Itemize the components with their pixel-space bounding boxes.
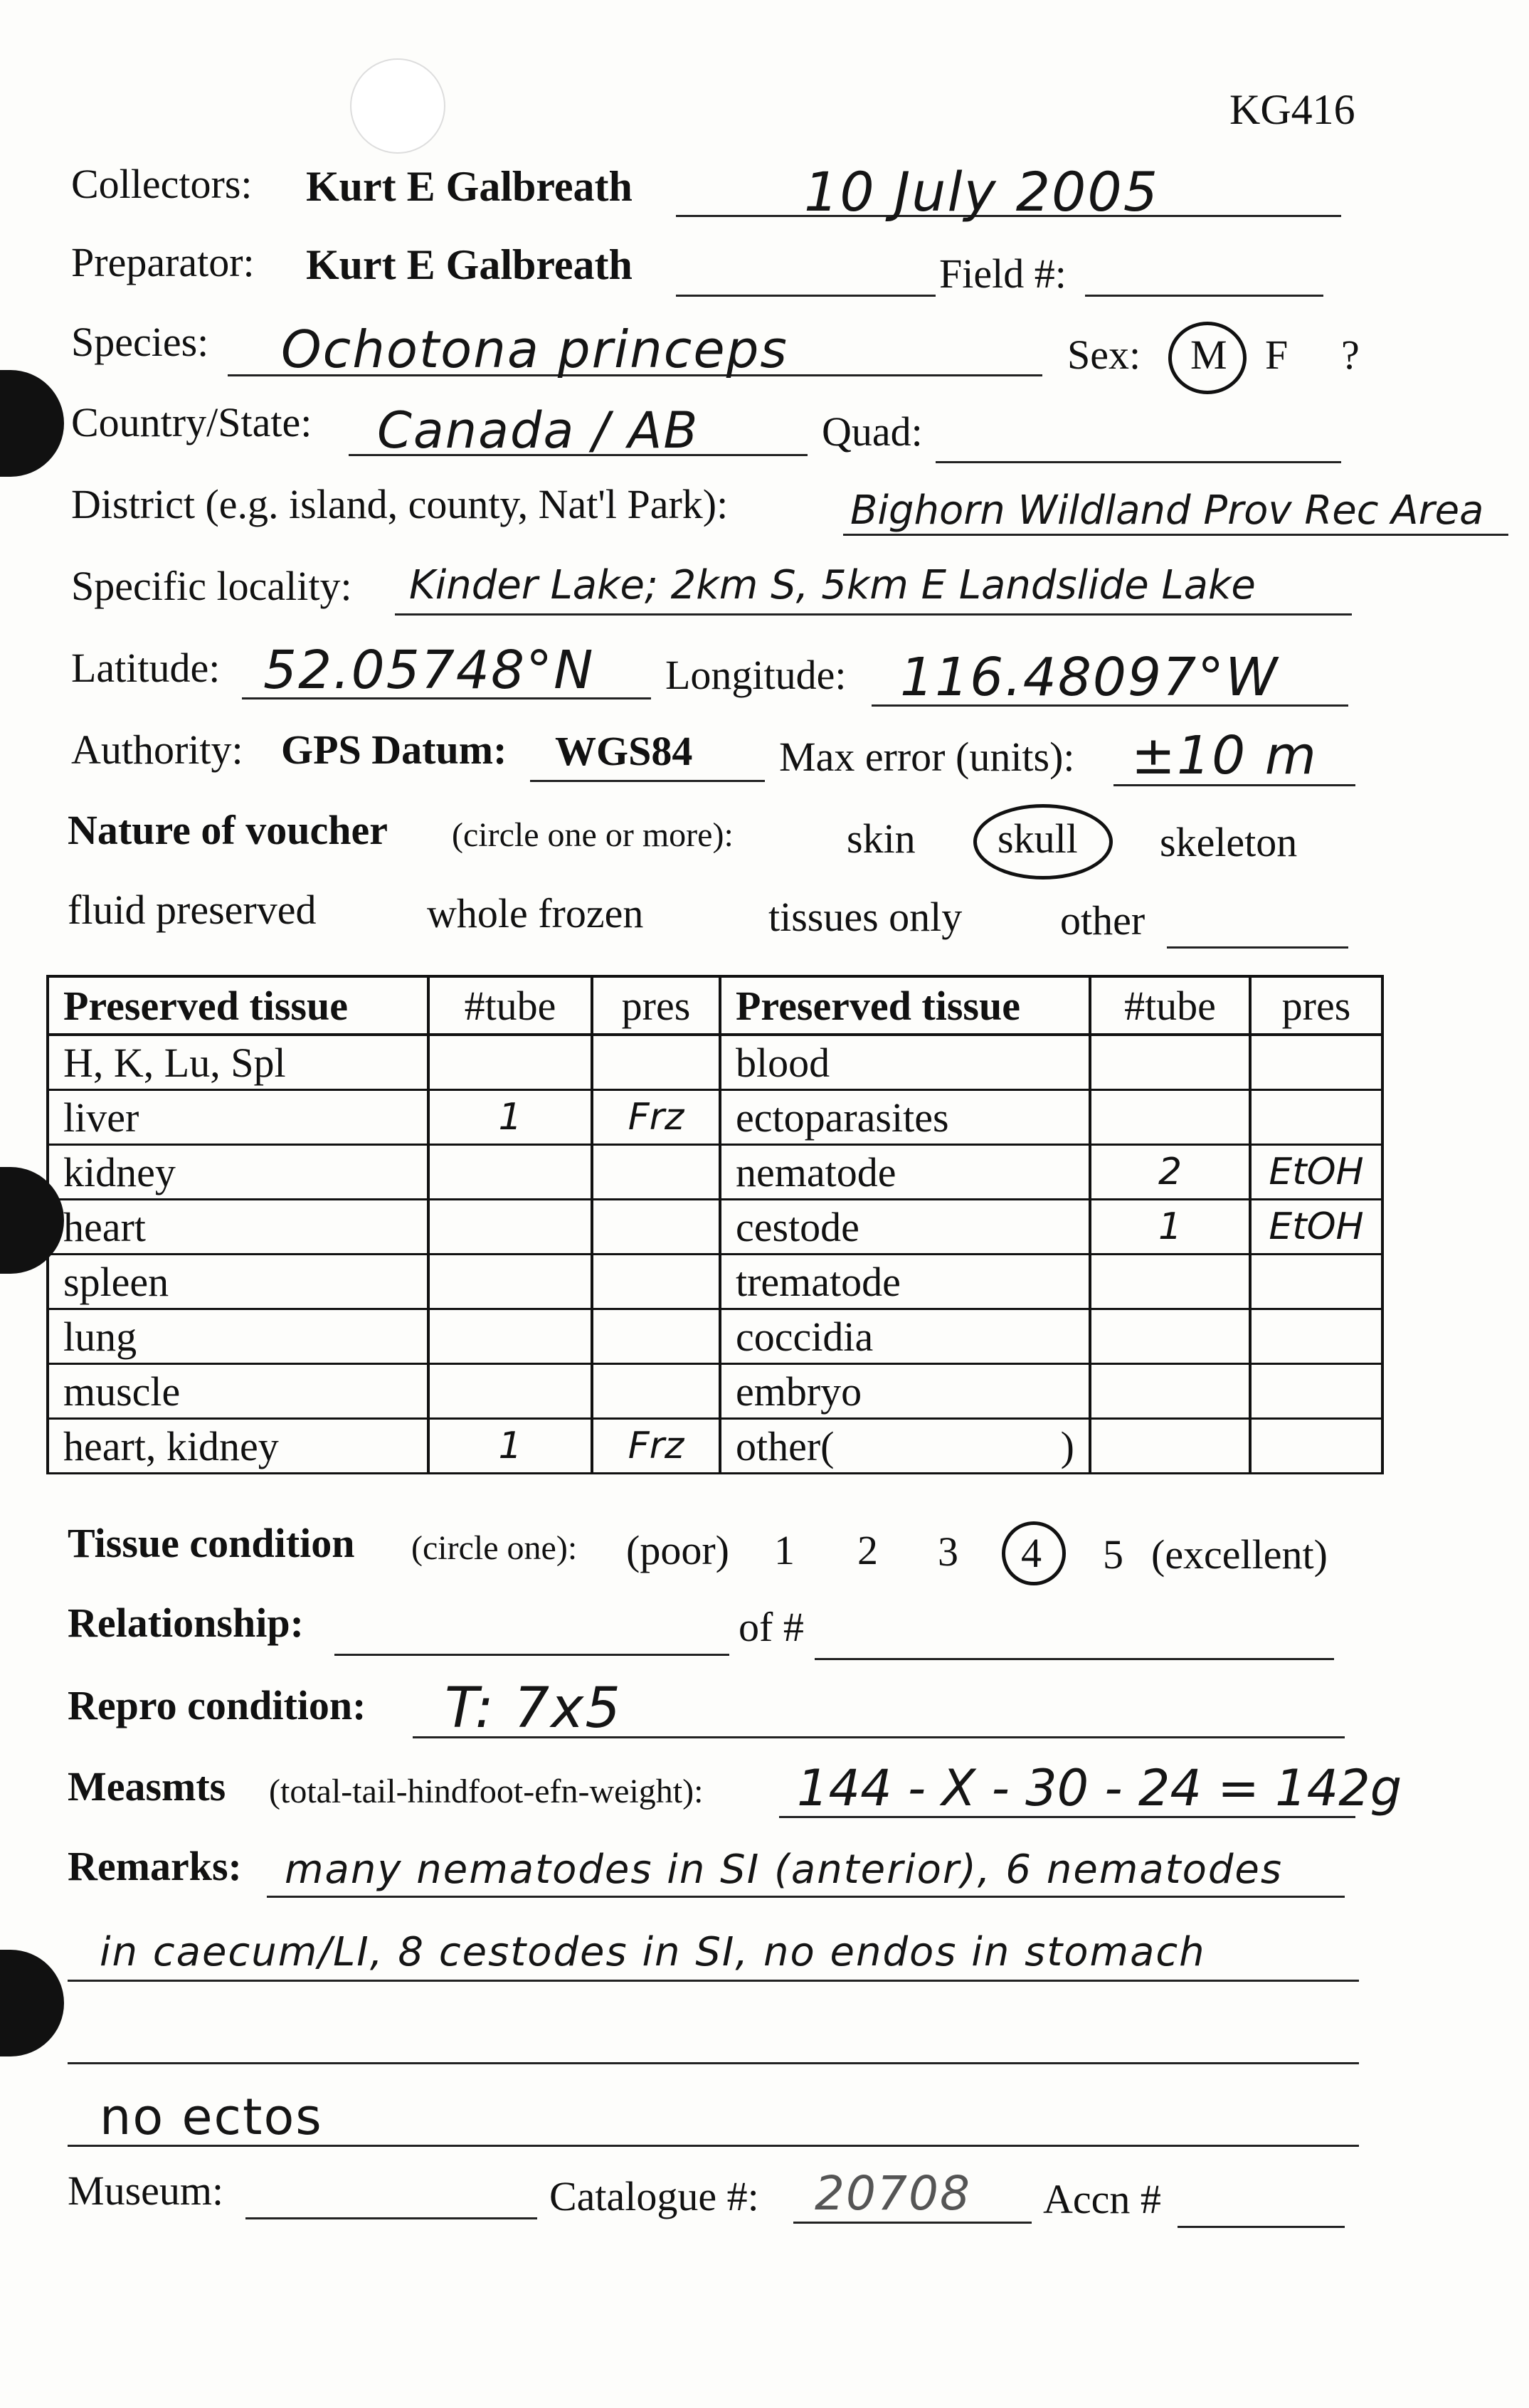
condition-selected-circle (1002, 1521, 1066, 1585)
other-close: ) (1060, 1422, 1074, 1469)
district-value: Bighorn Wildland Prov Rec Area (850, 487, 1484, 534)
tissue-cell: H, K, Lu, Spl (48, 1035, 428, 1090)
locality-line (395, 613, 1352, 616)
repro-label: Repro condition: (68, 1682, 366, 1728)
quad-line (936, 461, 1341, 463)
voucher-other-line (1167, 946, 1348, 949)
table-header-row (48, 976, 1382, 1035)
pres-cell (1250, 1419, 1382, 1474)
tissue-cell: kidney (48, 1145, 428, 1200)
tube-cell (1090, 1309, 1250, 1364)
table-row (48, 1364, 1382, 1419)
max-error-label: Max error (units): (779, 734, 1075, 780)
voucher-label: Nature of voucher (68, 807, 388, 853)
sex-selected-circle (1168, 322, 1247, 394)
voucher-option-skeleton: skeleton (1160, 819, 1298, 865)
tissue-cell: liver (48, 1090, 428, 1145)
pres-cell: EtOH (1250, 1200, 1382, 1255)
voucher-option-skin: skin (847, 815, 916, 862)
tissue-cell: nematode (720, 1145, 1090, 1200)
table-row (48, 1035, 1382, 1090)
pres-cell (592, 1035, 720, 1090)
preparator-line (676, 295, 936, 297)
tissue-cell: ectoparasites (720, 1090, 1090, 1145)
remarks-text-2: in caecum/LI, 8 cestodes in SI, no endos in stomach (100, 1929, 1206, 1975)
collectors-value: Kurt E Galbreath (306, 163, 633, 210)
table-header: #tube (428, 976, 592, 1035)
tube-cell (1090, 1364, 1250, 1419)
tissue-cell: blood (720, 1035, 1090, 1090)
tissue-cell: heart, kidney (48, 1419, 428, 1474)
tube-cell: 1 (428, 1090, 592, 1145)
table-header: #tube (1090, 976, 1250, 1035)
tissue-cell: cestode (720, 1200, 1090, 1255)
tube-cell (1090, 1255, 1250, 1309)
accn-line (1178, 2226, 1345, 2228)
measurements-label: Measmts (68, 1763, 226, 1810)
tissue-cell: coccidia (720, 1309, 1090, 1364)
pres-cell (592, 1255, 720, 1309)
tissue-condition-hint: (circle one): (411, 1529, 578, 1567)
remarks-line-1 (267, 1896, 1345, 1898)
sex-label: Sex: (1067, 332, 1141, 378)
gps-datum-line (530, 780, 765, 782)
authority-label: Authority: (71, 727, 243, 773)
condition-poor: (poor) (626, 1527, 729, 1573)
table-row (48, 1090, 1382, 1145)
max-error-value: ±10 m (1131, 725, 1318, 786)
binder-punch-mark (0, 370, 64, 477)
card-id: KG416 (1229, 86, 1355, 133)
table-row (48, 1255, 1382, 1309)
tube-cell (428, 1255, 592, 1309)
remarks-line-2 (68, 1980, 1359, 1982)
table-header: Preserved tissue (48, 976, 428, 1035)
catalogue-label: Catalogue #: (549, 2173, 759, 2219)
tissue-cell: embryo (720, 1364, 1090, 1419)
country-value: Canada / AB (377, 401, 699, 460)
measurements-value: 144 - X - 30 - 24 = 142g (797, 1759, 1402, 1817)
species-value: Ochotona princeps (281, 320, 788, 379)
field-number-line (1085, 295, 1323, 297)
table-row (48, 1200, 1382, 1255)
voucher-selected-circle (973, 804, 1113, 880)
tube-cell (1090, 1090, 1250, 1145)
longitude-label: Longitude: (665, 652, 847, 698)
tissue-cell: heart (48, 1200, 428, 1255)
condition-2: 2 (857, 1527, 878, 1573)
remarks-text-4: no ectos (100, 2088, 323, 2146)
pres-cell (592, 1309, 720, 1364)
quad-label: Quad: (822, 408, 923, 455)
preparator-value: Kurt E Galbreath (306, 241, 633, 288)
of-number-label: of # (739, 1604, 804, 1650)
voucher-option-tissues: tissues only (768, 894, 963, 940)
tube-cell (1090, 1035, 1250, 1090)
condition-excellent: (excellent) (1151, 1531, 1328, 1578)
tube-cell: 2 (1090, 1145, 1250, 1200)
pres-cell: EtOH (1250, 1145, 1382, 1200)
voucher-hint: (circle one or more): (452, 816, 734, 854)
tissue-cell: muscle (48, 1364, 428, 1419)
accn-label: Accn # (1043, 2176, 1161, 2222)
tube-cell (428, 1364, 592, 1419)
pres-cell (1250, 1035, 1382, 1090)
other-open: other( (736, 1422, 835, 1469)
latitude-label: Latitude: (71, 645, 221, 691)
voucher-option-other: other (1060, 897, 1146, 944)
of-number-line (815, 1658, 1334, 1660)
pres-cell (1250, 1309, 1382, 1364)
sex-option-unknown: ? (1341, 332, 1360, 378)
pres-cell: Frz (592, 1419, 720, 1474)
sex-option-m: M (1190, 332, 1227, 378)
pres-cell (592, 1364, 720, 1419)
tissue-cell: spleen (48, 1255, 428, 1309)
museum-label: Museum: (68, 2167, 224, 2214)
condition-1: 1 (774, 1527, 795, 1573)
table-row (48, 1145, 1382, 1200)
tube-cell (428, 1200, 592, 1255)
tissue-cell-other (720, 1419, 1090, 1474)
tube-cell (428, 1145, 592, 1200)
country-label: Country/State: (71, 399, 312, 445)
relationship-label: Relationship: (68, 1600, 304, 1646)
tissue-cell: lung (48, 1309, 428, 1364)
measurements-hint: (total-tail-hindfoot-efn-weight): (269, 1773, 704, 1810)
pres-cell (592, 1200, 720, 1255)
tube-cell (428, 1309, 592, 1364)
table-row (48, 1309, 1382, 1364)
locality-value: Kinder Lake; 2km S, 5km E Landslide Lake (409, 562, 1256, 608)
remarks-label: Remarks: (68, 1843, 242, 1889)
collection-date: 10 July 2005 (804, 160, 1160, 223)
tissue-condition-label: Tissue condition (68, 1520, 355, 1566)
tube-cell (428, 1035, 592, 1090)
condition-5: 5 (1103, 1531, 1123, 1578)
pres-cell: Frz (592, 1090, 720, 1145)
collectors-label: Collectors: (71, 161, 253, 207)
gps-datum-value: WGS84 (555, 728, 693, 774)
table-header: pres (1250, 976, 1382, 1035)
gps-datum-label: GPS Datum: (281, 727, 507, 773)
pres-cell (1250, 1364, 1382, 1419)
tube-cell: 1 (428, 1419, 592, 1474)
remarks-line-3 (68, 2062, 1359, 2064)
tissue-cell: trematode (720, 1255, 1090, 1309)
pres-cell (1250, 1255, 1382, 1309)
pres-cell (592, 1145, 720, 1200)
district-label: District (e.g. island, county, Nat'l Park): (71, 481, 729, 527)
field-number-label: Field #: (939, 250, 1067, 297)
repro-value: T: 7x5 (445, 1676, 622, 1741)
pres-cell (1250, 1090, 1382, 1145)
voucher-option-skull: skull (998, 815, 1078, 862)
condition-3: 3 (938, 1528, 958, 1575)
sex-option-f: F (1265, 332, 1289, 378)
preparator-label: Preparator: (71, 239, 255, 285)
district-line (843, 534, 1508, 536)
remarks-text-1: many nematodes in SI (anterior), 6 nematodes (285, 1847, 1284, 1893)
species-label: Species: (71, 319, 209, 365)
table-header: Preserved tissue (720, 976, 1090, 1035)
locality-label: Specific locality: (71, 563, 352, 609)
table-header: pres (592, 976, 720, 1035)
tube-cell: 1 (1090, 1200, 1250, 1255)
catalogue-line (793, 2222, 1032, 2224)
binder-punch-mark (0, 1950, 64, 2056)
preserved-tissue-table (46, 975, 1384, 1474)
latitude-value: 52.05748°N (263, 640, 595, 701)
museum-line (245, 2217, 537, 2219)
table-row (48, 1419, 1382, 1474)
relationship-line (334, 1654, 729, 1656)
voucher-option-fluid: fluid preserved (68, 887, 317, 933)
catalogue-value: 20708 (815, 2166, 971, 2221)
tube-cell (1090, 1419, 1250, 1474)
longitude-value: 116.48097°W (900, 647, 1279, 708)
punch-hole (350, 58, 445, 154)
voucher-option-frozen: whole frozen (427, 890, 644, 936)
condition-4: 4 (1021, 1530, 1042, 1576)
